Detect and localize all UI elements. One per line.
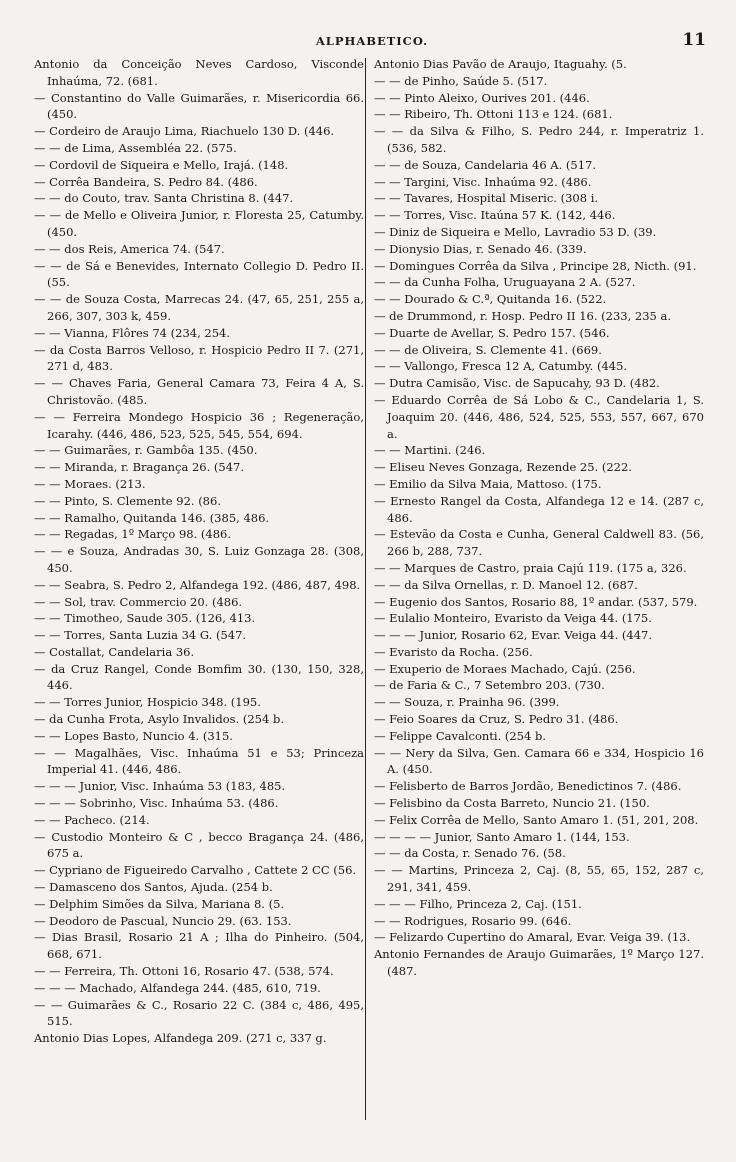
- directory-entry: — — Pinto Aleixo, Ourives 201. (446.: [374, 90, 590, 105]
- directory-entry: — Evaristo da Rocha. (256.: [374, 644, 533, 659]
- directory-entry: — — Ribeiro, Th. Ottoni 113 e 124. (681.: [374, 107, 613, 122]
- directory-entry: — — Pacheco. (214.: [34, 812, 150, 827]
- directory-entry: — — Lopes Basto, Nuncio 4. (315.: [34, 728, 233, 743]
- right-column: [374, 56, 704, 980]
- directory-entry: — — de Lima, Assembléa 22. (575.: [34, 140, 237, 155]
- page-header: [34, 30, 710, 50]
- directory-entry: — Delphim Simões da Silva, Mariana 8. (5.: [34, 896, 285, 911]
- directory-entry: — — Seabra, S. Pedro 2, Alfandega 192. (486, 487, 498.: [34, 577, 361, 592]
- directory-entry: — — Souza, r. Prainha 96. (399.: [374, 695, 560, 710]
- directory-entry: — Costallat, Candelaria 36.: [34, 644, 195, 659]
- directory-entry: — Eugenio dos Santos, Rosario 88, 1º andar. (537, 579.: [374, 594, 698, 609]
- directory-entry: — — Guimarães, r. Gambôa 135. (450.: [34, 443, 258, 458]
- directory-entry: — — — Machado, Alfandega 244. (485, 610, 719.: [34, 980, 321, 995]
- directory-entry: — — Rodrigues, Rosario 99. (646.: [374, 913, 572, 928]
- directory-entry: — — Ferreira, Th. Ottoni 16, Rosario 47. (538, 574.: [34, 964, 334, 979]
- directory-entry: — — Torres Junior, Hospicio 348. (195.: [34, 695, 261, 710]
- directory-entry: — de Faria & C., 7 Setembro 203. (730.: [374, 678, 605, 693]
- directory-entry: — Exuperio de Moraes Machado, Cajú. (256.: [374, 661, 636, 676]
- directory-entry: — — — — Junior, Santo Amaro 1. (144, 153.: [374, 829, 630, 844]
- directory-entry: Antonio Fernandes de Araujo Guimarães, 1º Março 127. (487.: [374, 947, 704, 979]
- directory-entry: — — dos Reis, America 74. (547.: [34, 241, 225, 256]
- directory-entry: — Constantino do Valle Guimarães, r. Misericordia 66. (450.: [34, 90, 364, 122]
- directory-entry: Antonio Dias Lopes, Alfandega 209. (271 c, 337 g.: [34, 1031, 327, 1046]
- directory-entry: — — do Couto, trav. Santa Christina 8. (447.: [34, 191, 294, 206]
- directory-entry: — — Pinto, S. Clemente 92. (86.: [34, 493, 221, 508]
- directory-entry: — — Tavares, Hospital Miseric. (308 i.: [374, 191, 599, 206]
- directory-entry: — — e Souza, Andradas 30, S. Luiz Gonzaga 28. (308, 450.: [34, 544, 364, 575]
- directory-entry: — — Ramalho, Quitanda 146. (385, 486.: [34, 510, 270, 525]
- directory-entry: — Deodoro de Pascual, Nuncio 29. (63. 153.: [34, 913, 292, 928]
- directory-entry: — Dias Brasil, Rosario 21 A ; Ilha do Pinheiro. (504, 668, 671.: [34, 930, 364, 962]
- directory-entry: — da Cruz Rangel, Conde Bomfim 30. (130, 150, 328, 446.: [34, 661, 364, 693]
- directory-entry: — da Cunha Frota, Asylo Invalidos. (254 b.: [34, 712, 284, 727]
- directory-entry: — — da Costa, r. Senado 76. (58.: [374, 846, 566, 861]
- directory-entry: — Felippe Cavalconti. (254 b.: [374, 728, 547, 743]
- directory-entry: Antonio Dias Pavão de Araujo, Itaguahy. (5.: [374, 57, 627, 71]
- directory-entry: — — da Cunha Folha, Uruguayana 2 A. (527.: [374, 275, 636, 290]
- directory-entry: — Duarte de Avellar, S. Pedro 157. (546.: [374, 325, 610, 340]
- directory-entry: — Estevão da Costa e Cunha, General Caldwell 83. (56, 266 b, 288, 737.: [374, 527, 704, 559]
- directory-entry: — Felizardo Cupertino do Amaral, Evar. Veiga 39. (13.: [374, 930, 691, 945]
- page-title: ALPHABETICO.: [315, 34, 429, 48]
- directory-entry: — Eliseu Neves Gonzaga, Rezende 25. (222.: [374, 460, 632, 475]
- directory-entry: — — — Junior, Rosario 62, Evar. Veiga 44. (447.: [374, 628, 653, 643]
- directory-entry: — — Guimarães & C., Rosario 22 C. (384 c, 486, 495, 515.: [34, 997, 364, 1029]
- directory-entry: — Cypriano de Figueiredo Carvalho , Cattete 2 CC (56.: [34, 863, 357, 878]
- directory-entry: — — Vianna, Flôres 74 (234, 254.: [34, 325, 231, 340]
- column-divider: [365, 58, 366, 1120]
- directory-entry: — — de Oliveira, S. Clemente 41. (669.: [374, 342, 602, 357]
- directory-entry: — — Chaves Faria, General Camara 73, Feira 4 A, S. Christovão. (485.: [34, 376, 364, 407]
- directory-entry: — Dionysio Dias, r. Senado 46. (339.: [374, 241, 587, 256]
- directory-entry: — da Costa Barros Velloso, r. Hospicio Pedro II 7. (271, 271 d, 483.: [34, 342, 364, 374]
- directory-entry: — — da Silva Ornellas, r. D. Manoel 12. (687.: [374, 577, 638, 592]
- directory-entry: — — Vallongo, Fresca 12 A, Catumby. (445.: [374, 359, 628, 374]
- directory-entry: — Ernesto Rangel da Costa, Alfandega 12 e 14. (287 c, 486.: [374, 493, 704, 525]
- directory-entry: — Emilio da Silva Maia, Mattoso. (175.: [374, 476, 602, 491]
- directory-entry: — — Torres, Santa Luzia 34 G. (547.: [34, 628, 247, 643]
- directory-entry: — — Nery da Silva, Gen. Camara 66 e 334, Hospicio 16 A. (450.: [374, 745, 704, 777]
- directory-entry: — — Regadas, 1º Março 98. (486.: [34, 527, 231, 542]
- directory-entry: — Felisberto de Barros Jordão, Benedictinos 7. (486.: [374, 779, 682, 794]
- directory-entry: — Domingues Corrêa da Silva , Principe 28, Nicth. (91.: [374, 258, 697, 273]
- directory-entry: — — — Junior, Visc. Inhaúma 53 (183, 485.: [34, 779, 286, 794]
- directory-entry: — — Targini, Visc. Inhaúma 92. (486.: [374, 174, 592, 189]
- directory-entry: — Cordovil de Siqueira e Mello, Irajá. (148.: [34, 157, 289, 172]
- directory-entry: — Felisbino da Costa Barreto, Nuncio 21. (150.: [374, 796, 650, 811]
- directory-entry: — — de Souza, Candelaria 46 A. (517.: [374, 157, 597, 172]
- left-column: [34, 56, 364, 1047]
- directory-entry: — — — Sobrinho, Visc. Inhaúma 53. (486.: [34, 796, 279, 811]
- directory-entry: Antonio da Conceição Neves Cardoso, Visconde Inhaúma, 72. (681.: [34, 57, 364, 88]
- directory-entry: — — Timotheo, Saude 305. (126, 413.: [34, 611, 256, 626]
- directory-entry: — — Torres, Visc. Itaúna 57 K. (142, 446.: [374, 208, 616, 223]
- directory-entry: — — Magalhães, Visc. Inhaúma 51 e 53; Princeza Imperial 41. (446, 486.: [34, 745, 364, 777]
- directory-entry: — — de Souza Costa, Marrecas 24. (47, 65, 251, 255 a, 266, 307, 303 k, 459.: [34, 292, 364, 323]
- directory-entry: — — Miranda, r. Bragança 26. (547.: [34, 460, 245, 475]
- directory-entry: — — Moraes. (213.: [34, 476, 146, 491]
- directory-entry: — Cordeiro de Araujo Lima, Riachuelo 130 D. (446.: [34, 124, 335, 139]
- directory-entry: — Custodio Monteiro & C , becco Bragança 24. (486, 675 a.: [34, 829, 364, 861]
- directory-entry: — — Sol, trav. Commercio 20. (486.: [34, 594, 243, 609]
- directory-entry: — — de Sá e Benevides, Internato Collegio D. Pedro II. (55.: [34, 258, 364, 290]
- page-number: 11: [682, 30, 706, 50]
- directory-entry: — Diniz de Siqueira e Mello, Lavradio 53 D. (39.: [374, 224, 657, 239]
- directory-entry: — Damasceno dos Santos, Ajuda. (254 b.: [34, 880, 273, 895]
- directory-entry: — — Martini. (246.: [374, 443, 486, 458]
- directory-entry: — — — Filho, Princeza 2, Caj. (151.: [374, 896, 582, 911]
- directory-entry: — Corrêa Bandeira, S. Pedro 84. (486.: [34, 174, 258, 189]
- directory-entry: — Eduardo Corrêa de Sá Lobo & C., Candelaria 1, S. Joaquim 20. (446, 486, 524, 525, 553, 557, 667, 670 a.: [374, 392, 704, 441]
- directory-entry: — de Drummond, r. Hosp. Pedro II 16. (233, 235 a.: [374, 308, 672, 323]
- directory-entry: — Felix Corrêa de Mello, Santo Amaro 1. (51, 201, 208.: [374, 812, 699, 827]
- directory-entry: — — Ferreira Mondego Hospicio 36 ; Regeneração, Icarahy. (446, 486, 523, 525, 545, 554, 694.: [34, 409, 364, 441]
- directory-entry: — — de Pinho, Saúde 5. (517.: [374, 73, 548, 88]
- directory-entry: — — Marques de Castro, praia Cajú 119. (175 a, 326.: [374, 560, 687, 575]
- directory-entry: — Feio Soares da Cruz, S. Pedro 31. (486.: [374, 712, 619, 727]
- directory-entry: — Dutra Camisão, Visc. de Sapucahy, 93 D. (482.: [374, 376, 660, 391]
- directory-entry: — Eulalio Monteiro, Evaristo da Veiga 44. (175.: [374, 611, 652, 626]
- directory-entry: — — de Mello e Oliveira Junior, r. Floresta 25, Catumby. (450.: [34, 208, 364, 239]
- directory-entry: — — Dourado & C.ª, Quitanda 16. (522.: [374, 292, 607, 307]
- directory-entry: — — Martins, Princeza 2, Caj. (8, 55, 65, 152, 287 c, 291, 341, 459.: [374, 863, 704, 895]
- directory-entry: — — da Silva & Filho, S. Pedro 244, r. Imperatriz 1. (536, 582.: [374, 124, 704, 155]
